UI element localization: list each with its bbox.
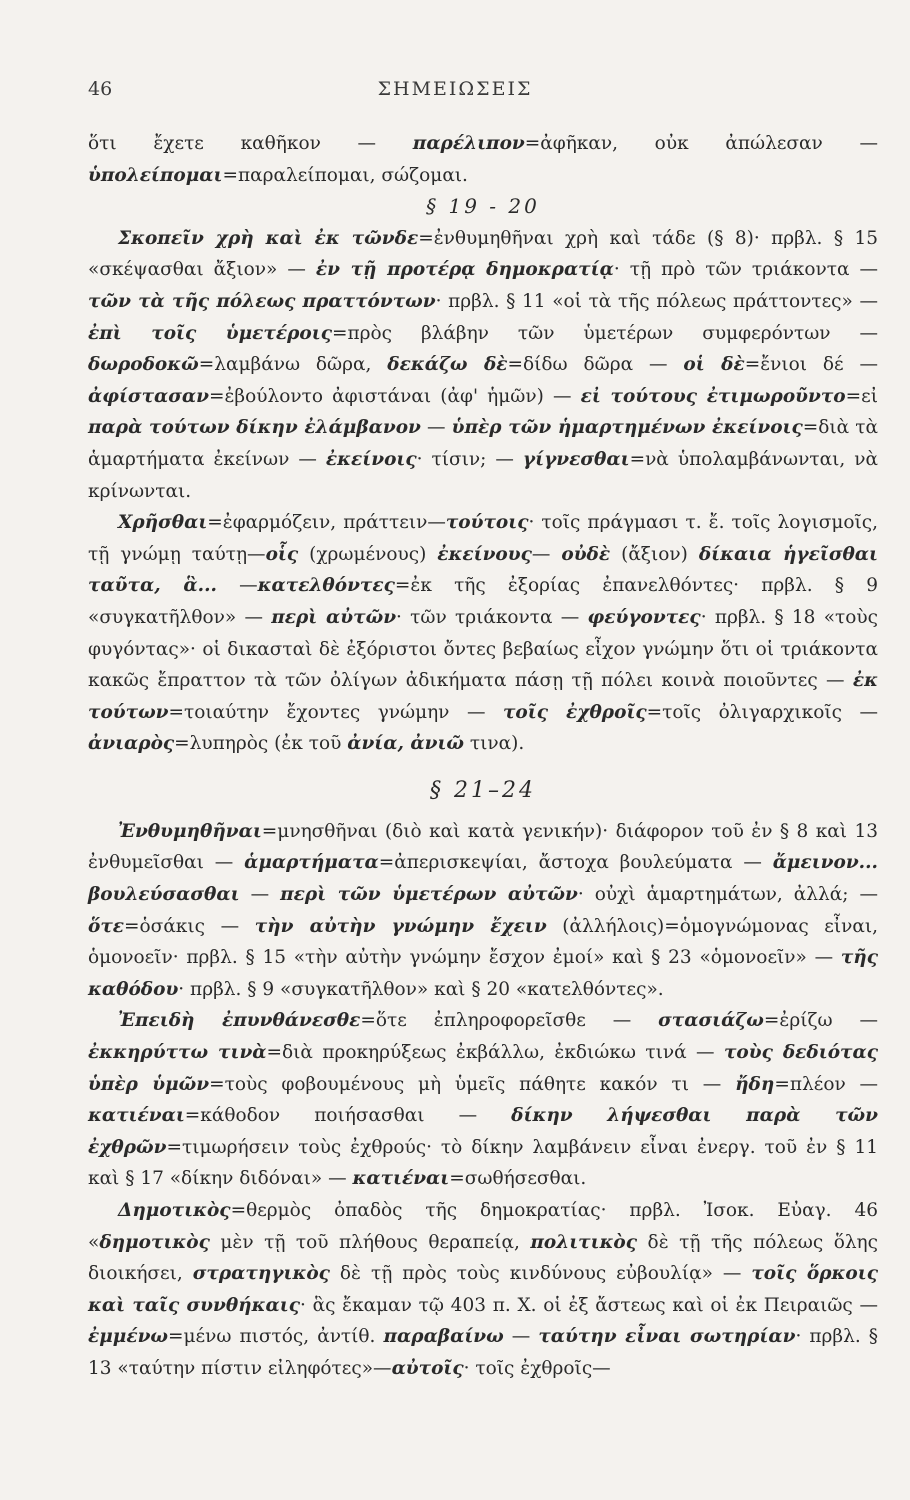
page-header	[88, 78, 822, 108]
gloss-text: · τῶν τριάκοντα —	[396, 606, 588, 628]
greek-lemma: ταύτην εἶναι σωτηρίαν	[538, 1326, 796, 1348]
greek-lemma: Ἐπειδὴ ἐπυνθάνεσθε	[118, 1010, 361, 1032]
greek-lemma: ἐμμένω	[88, 1326, 169, 1348]
gloss-text: =κάθοδον ποιήσασθαι —	[184, 1105, 512, 1127]
gloss-text: · πρβλ. § 11 «οἱ τὰ τῆς πόλεως πράττοντες» —	[435, 290, 878, 312]
greek-lemma: στρατηγικὸς	[192, 1263, 330, 1285]
greek-lemma: ἐν τῇ προτέρᾳ δημοκρατίᾳ	[315, 259, 614, 281]
greek-lemma: Ἐνθυμηθῆναι	[118, 820, 262, 842]
gloss-text: · πρβλ. § 18 «τοὺς φυγόντας»· οἱ δικασταὶ δὲ ἐξόριστοι ὄντες βεβαίως εἶχον γνώμην ὅτι οἱ τριάκοντα κακῶς ἔπραττον τὰ τῶν ὀλίγων ἀδικήματα πάσῃ τῇ πόλει κοινὰ ποιοῦντες —	[88, 606, 878, 692]
gloss-text: (χρωμένους)	[298, 543, 438, 565]
greek-lemma: περὶ αὐτῶν	[271, 606, 397, 628]
greek-lemma: τούτοις	[445, 512, 529, 534]
greek-lemma: εἰ τούτους ἐτιμωροῦντο	[580, 385, 846, 407]
gloss-text: =ἐνθυμηθῆναι χρὴ καὶ τάδε (§ 8)· πρβλ. § 15 «σκέψασθαι ἄξιον» —	[88, 227, 878, 281]
greek-lemma: δωροδοκῶ	[88, 354, 199, 376]
gloss-text: =τοὺς φοβουμένους μὴ ὑμεῖς πάθητε κακόν τι —	[209, 1073, 736, 1095]
greek-lemma: ὑπολείπομαι	[88, 164, 223, 186]
gloss-text: =διὰ προκηρύξεως ἐκβάλλω, ἐκδιώκω τινά —	[266, 1042, 724, 1064]
gloss-text: =πλέον —	[774, 1073, 879, 1095]
gloss-text: (ἄξιον)	[610, 543, 699, 565]
gloss-text: =ἐβούλοντο ἀφιστάναι (ἀφ' ἡμῶν) —	[208, 385, 581, 407]
greek-lemma: ἄμεινον... βουλεύσασθαι	[88, 852, 878, 906]
paragraph-1	[88, 128, 878, 191]
gloss-text: μὲν τῇ τοῦ πλήθους θεραπείᾳ,	[209, 1231, 531, 1253]
greek-lemma: ἐκείνους	[437, 543, 532, 565]
greek-lemma: Χρῆσθαι	[118, 512, 208, 534]
greek-lemma: ἀνία, ἀνιῶ	[347, 733, 465, 755]
greek-lemma: τῆς καθόδου	[88, 947, 878, 1000]
greek-lemma: ἀνιαρὸς	[88, 733, 175, 755]
gloss-text: · τῇ πρὸ τῶν τριάκοντα —	[613, 259, 879, 281]
gloss-text: =τοιαύτην ἔχοντες γνώμην —	[168, 701, 503, 723]
gloss-text: =παραλείπομαι, σώζομαι.	[222, 164, 468, 186]
greek-lemma: δίκαια ἡγεῖσθαι ταῦτα, ἃ...	[88, 543, 878, 597]
gloss-text: —	[239, 884, 281, 906]
gloss-text: =λαμβάνω δῶρα,	[198, 354, 388, 376]
gloss-text: · τίσιν; —	[416, 448, 523, 470]
greek-lemma: αὐτοῖς	[391, 1357, 464, 1379]
greek-lemma: οὐδὲ	[561, 543, 611, 565]
gloss-text: —	[531, 543, 562, 565]
greek-lemma: κατιέναι	[88, 1105, 185, 1127]
gloss-text: =σωθήσεσθαι.	[449, 1168, 587, 1190]
gloss-text: · οὐχὶ ἁμαρτημάτων, ἀλλά; —	[577, 884, 878, 906]
gloss-text: δὲ τῇ πρὸς τοὺς κινδύνους εὐβουλίᾳ» —	[329, 1263, 752, 1285]
gloss-text: =τοῖς ὀλιγαρχικοῖς —	[646, 701, 879, 723]
gloss-text: =νὰ ὑπολαμβάνωνται, νὰ κρίνωνται.	[88, 448, 878, 502]
gloss-text: · τοῖς πράγμασι τ. ἔ. τοῖς λογισμοῖς, τῇ γνώμῃ ταύτῃ—	[88, 512, 878, 565]
greek-lemma: πολιτικὸς	[530, 1231, 638, 1253]
paragraph-5	[88, 1005, 878, 1195]
paragraph-2	[88, 223, 878, 507]
greek-lemma: κατιέναι	[352, 1168, 450, 1190]
gloss-text: —	[420, 417, 452, 439]
greek-lemma: Δημοτικὸς	[118, 1200, 231, 1221]
section-heading-21-24: § 21–24	[430, 777, 536, 803]
greek-lemma: δίκην λήψεσθαι παρὰ τῶν ἐχθρῶν	[88, 1105, 878, 1158]
greek-lemma: στασιάζω	[658, 1010, 764, 1032]
gloss-text: =ὁσάκις —	[124, 915, 255, 937]
running-title: ΣΗΜΕΙΩΣΕΙΣ	[377, 78, 533, 100]
greek-lemma: δημοτικὸς	[99, 1231, 210, 1253]
greek-lemma: παρέλιπον	[412, 133, 525, 154]
gloss-text: =θερμὸς ὀπαδὸς τῆς δημοκρατίας· πρβλ. Ἰσοκ. Εὐαγ. 46 «	[88, 1200, 878, 1253]
gloss-text: =ἀπερισκεψίαι, ἄστοχα βουλεύματα —	[378, 852, 773, 874]
greek-lemma: παρὰ τούτων δίκην ἐλάμβανον	[88, 417, 421, 439]
greek-lemma: τῶν τὰ τῆς πόλεως πραττόντων	[88, 290, 436, 312]
greek-lemma: ὅτε	[88, 915, 125, 937]
greek-lemma: δεκάζω δὲ	[387, 354, 508, 376]
greek-lemma: ἐπὶ τοῖς ὑμετέροις	[88, 322, 332, 344]
gloss-text: · ἃς ἔκαμαν τῷ 403 π. Χ. οἱ ἐξ ἄστεως καὶ οἱ ἐκ Πειραιῶς —	[299, 1294, 879, 1316]
greek-lemma: ἤδη	[735, 1073, 775, 1095]
gloss-text: =ἐφαρμόζειν, πράττειν—	[207, 512, 446, 534]
gloss-text: =ἐρίζω —	[763, 1010, 878, 1032]
gloss-text: =πρὸς βλάβην τῶν ὑμετέρων συμφερόντων —	[331, 322, 878, 344]
gloss-text: (ἀλλήλοις)=ὁμογνώμονας εἶναι, ὁμονοεῖν· πρβλ. § 15 «τὴν αὐτὴν γνώμην ἔσχον ἐμοί» καὶ § 23 «ὁμονοεῖν» —	[88, 915, 878, 969]
paragraph-6	[88, 1195, 878, 1385]
greek-lemma: ὑπὲρ τῶν ἡμαρτημένων ἐκείνοις	[451, 417, 803, 439]
gloss-text: τινα).	[464, 733, 525, 755]
section-heading-19-20: § 19 - 20	[426, 194, 540, 219]
greek-lemma: τοῖς ἐχθροῖς	[502, 701, 647, 723]
gloss-text: =ἀφῆκαν, οὐκ ἀπώλεσαν —	[524, 133, 878, 154]
greek-lemma: ἁμαρτήματα	[244, 852, 379, 874]
gloss-text: —	[216, 575, 258, 597]
greek-lemma: παραβαίνω	[383, 1326, 504, 1348]
greek-lemma: ἐκ τούτων	[88, 670, 878, 723]
greek-lemma: ἐκείνοις	[325, 448, 417, 470]
gloss-text: =τιμωρήσειν τοὺς ἐχθρούς· τὸ δίκην λαμβάνειν εἶναι ἐνεργ. τοῦ ἐν § 11 καὶ § 17 «δίκην διδόναι» —	[88, 1136, 878, 1190]
gloss-text: ὅτι ἔχετε καθῆκον —	[88, 133, 413, 154]
gloss-text: —	[503, 1326, 539, 1348]
paragraph-3	[88, 507, 878, 760]
paragraph-4	[88, 816, 878, 1006]
gloss-text: · τοῖς ἐχθροῖς—	[463, 1357, 611, 1379]
commentary-body	[88, 128, 878, 1385]
greek-lemma: ἀφίστασαν	[88, 385, 209, 407]
gloss-text: =λυπηρὸς (ἐκ τοῦ	[174, 733, 348, 755]
greek-lemma: τὴν αὐτὴν γνώμην ἔχειν	[254, 915, 547, 937]
gloss-text: δὲ τῇ τῆς πόλεως ὅλης διοικήσει,	[88, 1231, 878, 1285]
gloss-text: =εἰ	[845, 385, 878, 407]
greek-lemma: τοὺς δεδιότας ὑπὲρ ὑμῶν	[88, 1042, 878, 1095]
gloss-text: =μνησθῆναι (διὸ καὶ κατὰ γενικήν)· διάφορον τοῦ ἐν § 8 καὶ 13 ἐνθυμεῖσθαι —	[88, 820, 878, 874]
gloss-text: =δίδω δῶρα —	[507, 354, 684, 376]
page-number: 46	[88, 78, 113, 100]
gloss-text: · πρβλ. § 13 «ταύτην πίστιν εἰληφότες»—	[88, 1326, 879, 1379]
greek-lemma: φεύγοντες	[587, 606, 701, 628]
gloss-text: =μένω πιστός, ἀντίθ.	[168, 1326, 384, 1348]
greek-lemma: Σκοπεῖν χρὴ καὶ ἐκ τῶνδε	[118, 227, 419, 249]
greek-lemma: ἐκκηρύττω τινὰ	[88, 1042, 267, 1064]
greek-lemma: κατελθόντες	[257, 575, 395, 597]
greek-lemma: περὶ τῶν ὑμετέρων αὐτῶν	[280, 884, 578, 906]
greek-lemma: τοῖς ὅρκοις καὶ ταῖς συνθήκαις	[88, 1263, 878, 1316]
gloss-text: =ἔνιοι δέ —	[744, 354, 878, 376]
gloss-text: =διὰ τὰ ἁμαρτήματα ἐκείνων —	[88, 417, 879, 470]
greek-lemma: γίγνεσθαι	[522, 448, 630, 470]
greek-lemma: οἷς	[265, 543, 299, 565]
gloss-text: =ἐκ τῆς ἐξορίας ἐπανελθόντες· πρβλ. § 9 «συγκατῆλθον» —	[88, 575, 878, 628]
greek-lemma: οἱ δὲ	[683, 354, 745, 376]
gloss-text: · πρβλ. § 9 «συγκατῆλθον» καὶ § 20 «κατελθόντες».	[178, 978, 664, 1000]
gloss-text: =ὅτε ἐπληροφορεῖσθε —	[360, 1010, 659, 1032]
